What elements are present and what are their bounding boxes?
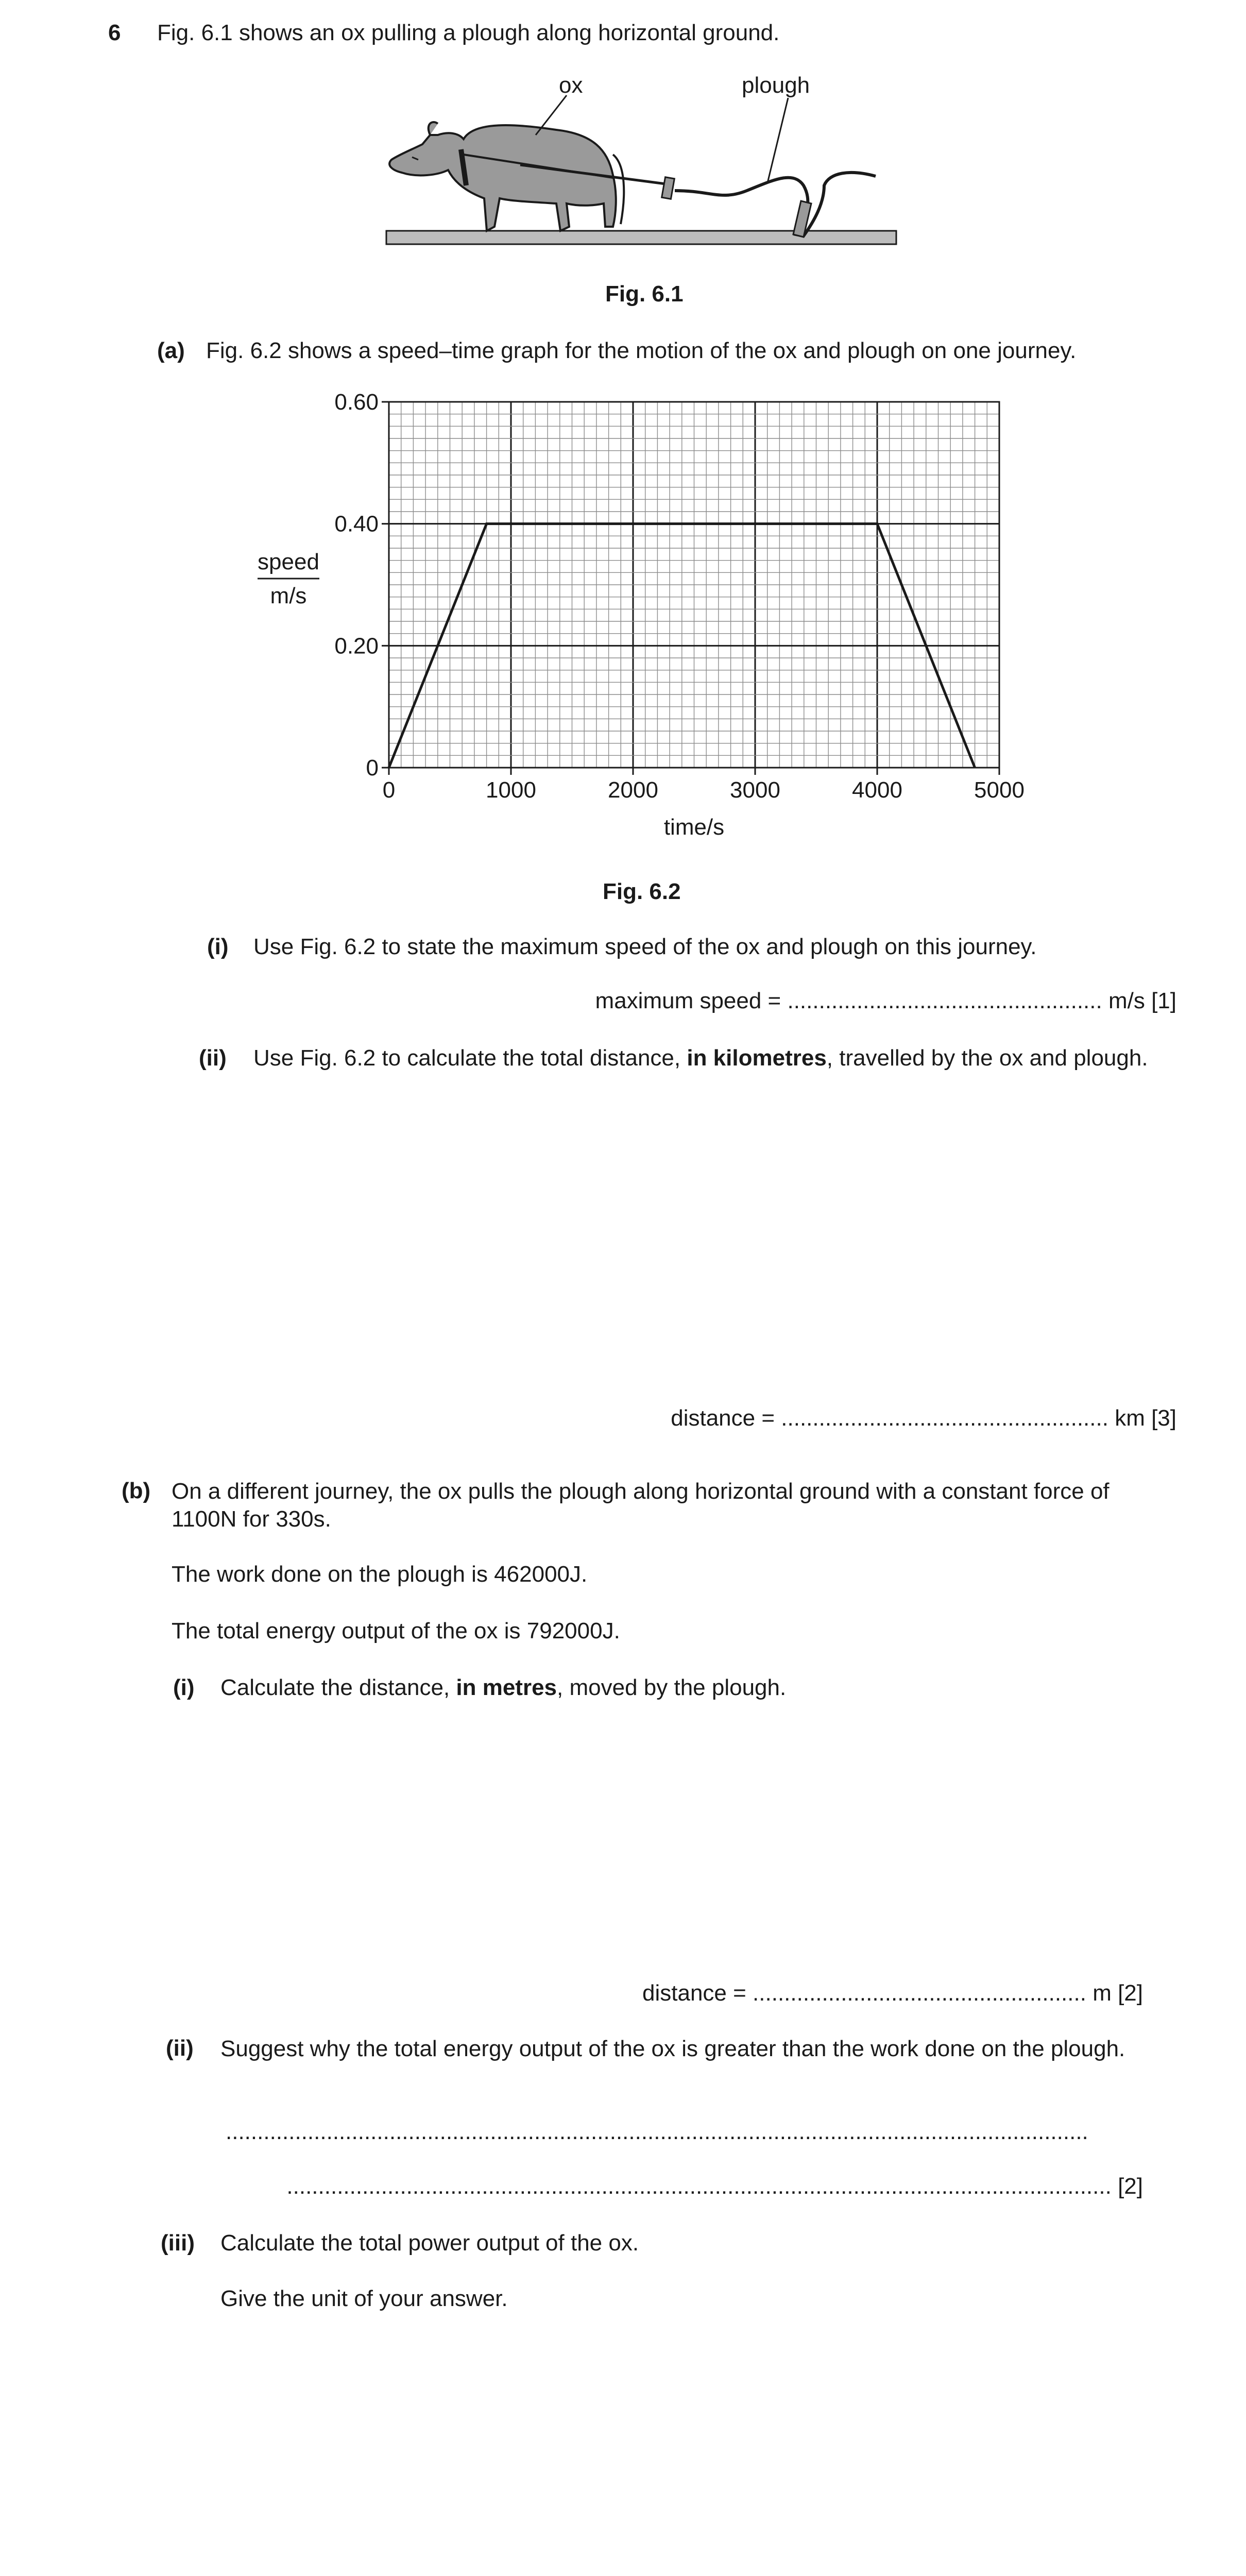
answer-unit: m xyxy=(1093,1980,1112,2006)
fig62-caption: Fig. 6.2 xyxy=(603,879,681,904)
part-a-label: (a) xyxy=(157,338,185,363)
part-a-i-label: (i) xyxy=(207,934,229,959)
question-number: 6 xyxy=(108,20,121,45)
part-a-i-text: Use Fig. 6.2 to state the maximum speed of the ox and plough on this journey. xyxy=(253,934,1037,959)
part-a-text: Fig. 6.2 shows a speed–time graph for the motion of the ox and plough on one journey. xyxy=(206,338,1077,363)
x-tick-label: 0 xyxy=(382,777,396,803)
part-b-iii-label: (iii) xyxy=(161,2230,195,2256)
marks: [3] xyxy=(1151,1405,1176,1431)
y-axis-label-top: speed xyxy=(258,549,319,574)
part-b-text: On a different journey, the ox pulls the plough along horizontal ground with a constant force of 1100N for 330s. xyxy=(172,1479,1110,1532)
answer-prefix: distance = xyxy=(671,1405,775,1431)
answer-prefix: maximum speed = xyxy=(595,988,781,1013)
marks: [2] xyxy=(1118,2174,1143,2199)
part-a-ii-label: (ii) xyxy=(199,1045,227,1071)
part-a-ii-answer-line xyxy=(671,1405,1176,1432)
fig61-label-plough: plough xyxy=(742,73,810,98)
marks: [2] xyxy=(1118,1980,1143,2006)
part-a-i-answer-line xyxy=(595,988,1176,1015)
answer-prefix: distance = xyxy=(642,1980,746,2006)
part-b-iii-text: Calculate the total power output of the ox. xyxy=(220,2230,639,2256)
answer-line-1[interactable]: ......................................................................................................................................... xyxy=(226,2119,1088,2144)
part-b-energy-text: The total energy output of the ox is 792000J. xyxy=(172,1618,620,1643)
answer-unit: m/s xyxy=(1108,988,1145,1013)
y-tick-label: 0 xyxy=(366,755,379,781)
part-a-ii-text xyxy=(253,1045,1148,1072)
answer-unit: km xyxy=(1115,1405,1145,1431)
question-intro: Fig. 6.1 shows an ox pulling a plough along horizontal ground. xyxy=(157,20,780,45)
y-tick-label: 0.60 xyxy=(334,389,379,415)
answer-dots[interactable]: .................................................. xyxy=(787,988,1102,1013)
part-b-label: (b) xyxy=(122,1478,151,1503)
x-axis-label: time/s xyxy=(663,815,725,840)
part-b-ii-text: Suggest why the total energy output of the ox is greater than the work done on the plough. xyxy=(220,2036,1125,2061)
x-tick-label: 4000 xyxy=(852,777,902,803)
text-bold: in metres xyxy=(456,1675,557,1700)
answer-dots[interactable]: .................................................... xyxy=(781,1405,1108,1431)
y-tick-label: 0.40 xyxy=(334,511,379,537)
x-tick-label: 5000 xyxy=(974,777,1025,803)
part-b-i-text xyxy=(220,1674,786,1702)
part-b-ii-answer-line-2 xyxy=(286,2173,1143,2200)
speed-time-graph xyxy=(0,0,1246,886)
text-before: Use Fig. 6.2 to calculate the total distance, xyxy=(253,1045,687,1071)
text-after: , travelled by the ox and plough. xyxy=(826,1045,1148,1071)
marks: [1] xyxy=(1151,988,1176,1013)
x-tick-label: 2000 xyxy=(608,777,658,803)
y-axis-label-bottom: m/s xyxy=(270,583,307,608)
answer-line-2[interactable]: ................................................................................................................................... xyxy=(286,2174,1112,2199)
answer-dots[interactable]: ..................................................... xyxy=(753,1980,1086,2006)
text-bold: in kilometres xyxy=(687,1045,827,1071)
part-b-work-text: The work done on the plough is 462000J. xyxy=(172,1562,588,1587)
text-after: , moved by the plough. xyxy=(557,1675,787,1700)
part-b-iii-text2: Give the unit of your answer. xyxy=(220,2286,508,2311)
text-before: Calculate the distance, xyxy=(220,1675,456,1700)
x-tick-label: 3000 xyxy=(730,777,780,803)
part-b-ii-label: (ii) xyxy=(166,2036,194,2061)
part-b-i-answer-line xyxy=(642,1980,1143,2007)
x-tick-label: 1000 xyxy=(486,777,536,803)
part-b-i-label: (i) xyxy=(173,1675,195,1700)
y-tick-label: 0.20 xyxy=(334,633,379,659)
fig61-label-ox: ox xyxy=(559,73,583,98)
fig61-caption: Fig. 6.1 xyxy=(605,281,684,307)
